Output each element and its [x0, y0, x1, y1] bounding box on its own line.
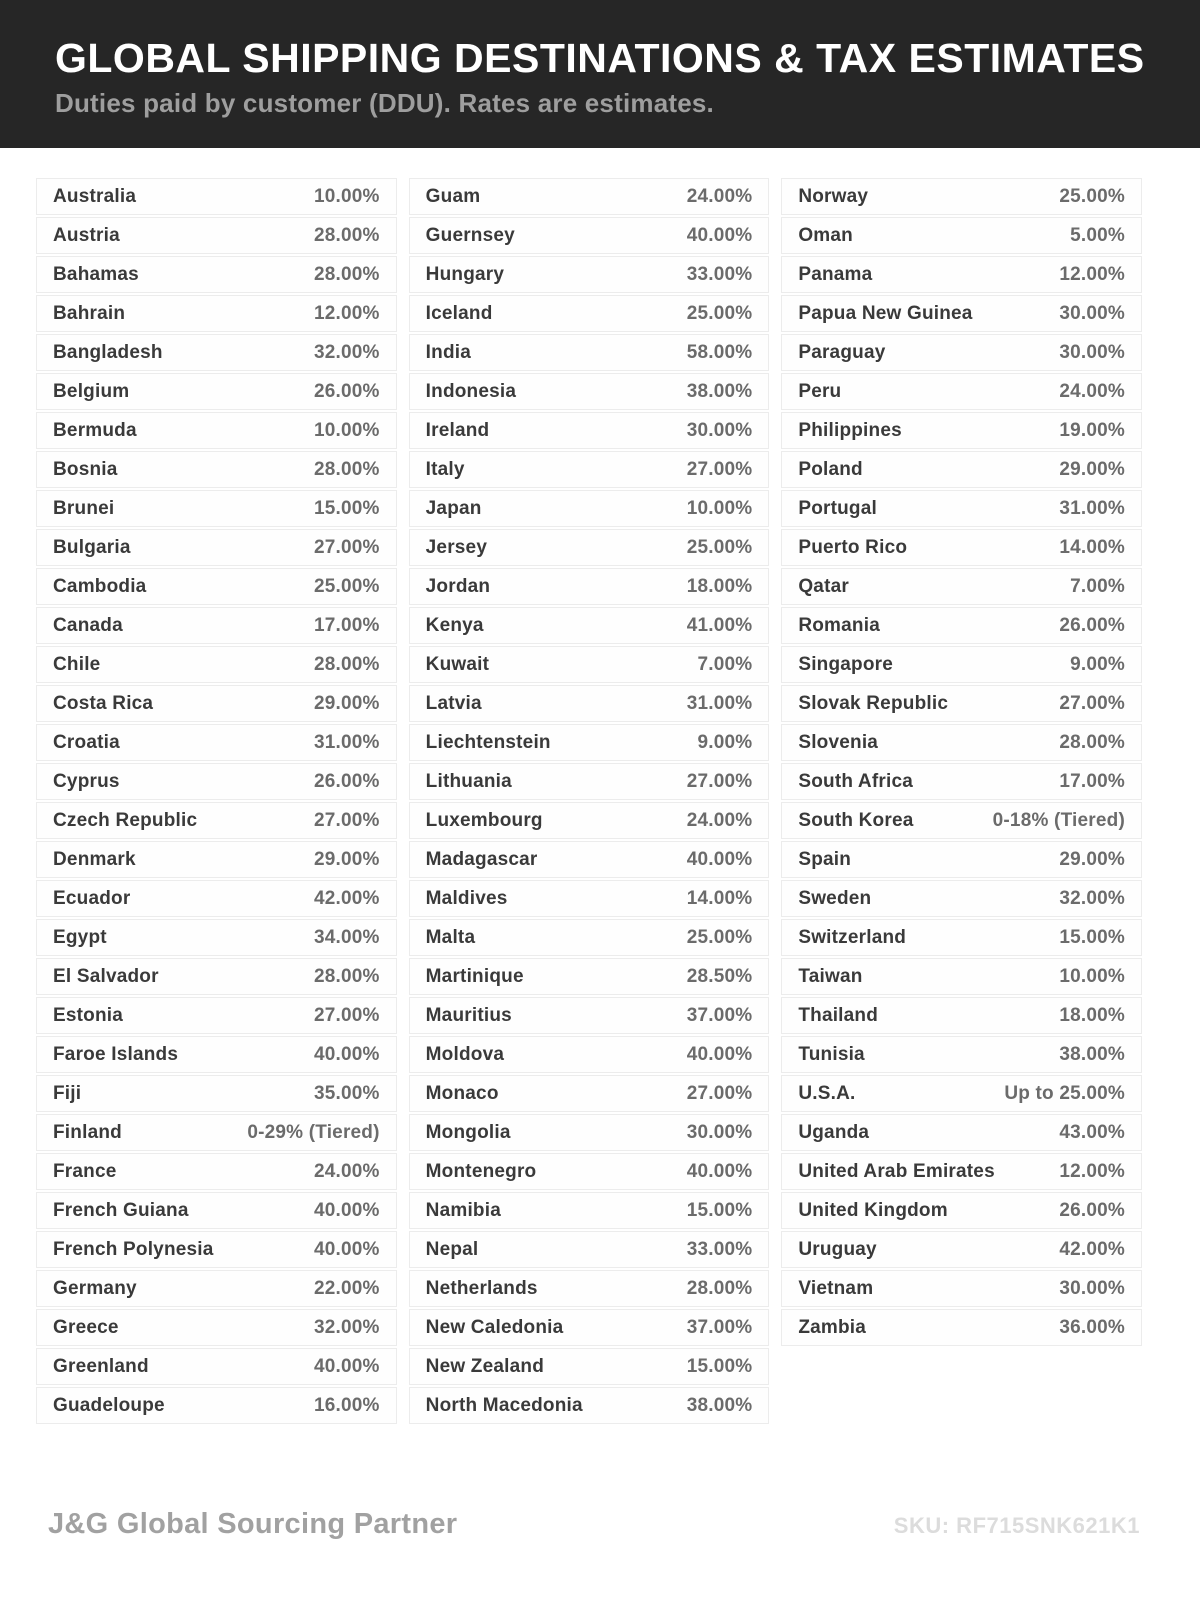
tax-rate: 40.00% [314, 1043, 380, 1065]
table-column-3 [781, 178, 1142, 1348]
country-name: Italy [425, 458, 465, 480]
tax-rate: 34.00% [314, 926, 380, 948]
country-name: New Caledonia [425, 1316, 564, 1338]
table-row [781, 1309, 1142, 1346]
country-name: Qatar [798, 575, 849, 597]
table-row [36, 490, 397, 527]
tax-rate: 33.00% [686, 263, 753, 285]
country-name: Estonia [53, 1004, 124, 1026]
country-name: Malta [425, 926, 476, 948]
country-name: Austria [53, 224, 120, 246]
country-name: Canada [53, 614, 123, 636]
country-name: Luxembourg [425, 809, 543, 831]
country-name: Finland [53, 1121, 122, 1143]
table-row [36, 529, 397, 566]
tax-rate: 25.00% [1059, 185, 1125, 207]
table-row [409, 763, 770, 800]
country-name: Thailand [798, 1004, 879, 1026]
tax-rate: 10.00% [1059, 965, 1125, 987]
table-row [409, 256, 770, 293]
table-row [36, 802, 397, 839]
table-row [409, 1348, 770, 1385]
table-row [781, 373, 1142, 410]
country-name: Kenya [425, 614, 484, 636]
table-row [781, 1270, 1142, 1307]
country-name: Lithuania [425, 770, 512, 792]
table-row [409, 802, 770, 839]
table-row [36, 568, 397, 605]
tax-rate: 38.00% [1059, 1043, 1125, 1065]
table-row [409, 334, 770, 371]
tax-rate: 9.00% [1070, 653, 1125, 675]
country-name: Czech Republic [53, 809, 198, 831]
country-name: Greenland [53, 1355, 149, 1377]
tax-rate: 12.00% [314, 302, 380, 324]
table-row [781, 1192, 1142, 1229]
table-row [36, 841, 397, 878]
tax-rate: 24.00% [686, 809, 753, 831]
tax-rate: 29.00% [1059, 458, 1125, 480]
country-name: Moldova [425, 1043, 505, 1065]
tax-rate: 33.00% [686, 1238, 753, 1260]
table-row [36, 958, 397, 995]
country-name: Australia [53, 185, 137, 207]
tax-rate: 12.00% [1059, 263, 1125, 285]
tax-rate: 40.00% [314, 1199, 380, 1221]
tax-rate: 26.00% [1059, 614, 1125, 636]
table-row [409, 997, 770, 1034]
country-name: Bermuda [53, 419, 137, 441]
table-row [781, 1036, 1142, 1073]
country-name: Germany [53, 1277, 137, 1299]
table-row [781, 919, 1142, 956]
table-row [409, 958, 770, 995]
table-row [409, 412, 770, 449]
tax-rate: 30.00% [1059, 341, 1125, 363]
tax-rate: 28.50% [686, 965, 753, 987]
country-name: French Polynesia [53, 1238, 214, 1260]
table-row [36, 1153, 397, 1190]
country-name: Ireland [425, 419, 490, 441]
tax-rate: 42.00% [1059, 1238, 1125, 1260]
country-name: South Korea [798, 809, 914, 831]
table-row [409, 880, 770, 917]
tax-rate: 30.00% [686, 1121, 753, 1143]
table-row [36, 1036, 397, 1073]
country-name: India [425, 341, 471, 363]
country-name: Ecuador [53, 887, 131, 909]
table-row [409, 568, 770, 605]
table-row [409, 1387, 770, 1424]
country-name: Madagascar [425, 848, 538, 870]
table-row [36, 1231, 397, 1268]
table-row [36, 295, 397, 332]
country-name: Latvia [425, 692, 482, 714]
tax-rate: 30.00% [1059, 1277, 1125, 1299]
tax-rate: 35.00% [314, 1082, 380, 1104]
table-row [781, 568, 1142, 605]
tax-rate: 31.00% [314, 731, 380, 753]
tax-rate: 14.00% [1059, 536, 1125, 558]
table-row [36, 685, 397, 722]
tax-rate: 40.00% [686, 1160, 753, 1182]
table-row [36, 646, 397, 683]
country-name: Poland [798, 458, 863, 480]
tax-rate: 25.00% [686, 536, 753, 558]
country-name: Maldives [425, 887, 508, 909]
country-name: Kuwait [425, 653, 490, 675]
table-row [36, 412, 397, 449]
table-row [409, 841, 770, 878]
header-banner [0, 0, 1200, 148]
table-row [36, 217, 397, 254]
table-row [409, 295, 770, 332]
table-row [409, 1309, 770, 1346]
country-name: Bulgaria [53, 536, 131, 558]
country-name: Namibia [425, 1199, 501, 1221]
table-row [36, 919, 397, 956]
table-row [781, 451, 1142, 488]
table-row [781, 646, 1142, 683]
tax-rate: 15.00% [686, 1355, 753, 1377]
tax-rate: 27.00% [1059, 692, 1125, 714]
table-row [409, 373, 770, 410]
tax-rate: 42.00% [314, 887, 380, 909]
table-row [36, 607, 397, 644]
table-row [781, 724, 1142, 761]
tax-rate: 37.00% [686, 1316, 753, 1338]
tax-rate: 15.00% [1059, 926, 1125, 948]
table-row [409, 685, 770, 722]
country-name: New Zealand [425, 1355, 544, 1377]
tax-rate: 26.00% [1059, 1199, 1125, 1221]
tax-rate-table [36, 178, 1142, 1426]
tax-rate: 30.00% [1059, 302, 1125, 324]
country-name: South Africa [798, 770, 913, 792]
country-name: El Salvador [53, 965, 159, 987]
table-row [409, 1270, 770, 1307]
tax-rate: 27.00% [314, 1004, 380, 1026]
table-row [409, 1192, 770, 1229]
tax-rate: 37.00% [686, 1004, 753, 1026]
table-column-2 [409, 178, 770, 1426]
tax-rate: 38.00% [686, 380, 753, 402]
table-row [781, 802, 1142, 839]
table-row [409, 529, 770, 566]
country-name: Cyprus [53, 770, 120, 792]
table-row [781, 841, 1142, 878]
country-name: Hungary [425, 263, 505, 285]
tax-rate: 10.00% [314, 185, 380, 207]
table-row [781, 1231, 1142, 1268]
table-row [781, 295, 1142, 332]
table-row [409, 646, 770, 683]
table-row [781, 490, 1142, 527]
tax-rate: 40.00% [686, 1043, 753, 1065]
country-name: Taiwan [798, 965, 863, 987]
tax-rate: 28.00% [314, 458, 380, 480]
tax-rate: 27.00% [686, 770, 753, 792]
country-name: North Macedonia [425, 1394, 583, 1416]
country-name: Philippines [798, 419, 902, 441]
table-row [36, 178, 397, 215]
country-name: Mongolia [425, 1121, 511, 1143]
tax-rate: 24.00% [314, 1160, 380, 1182]
tax-rate: 27.00% [686, 458, 753, 480]
country-name: Monaco [425, 1082, 499, 1104]
tax-rate: 32.00% [314, 341, 380, 363]
table-row [781, 607, 1142, 644]
brand-name: J&G Global Sourcing Partner [48, 1508, 458, 1540]
country-name: Fiji [53, 1082, 82, 1104]
table-row [781, 178, 1142, 215]
tax-rate: 7.00% [1070, 575, 1125, 597]
tax-rate: 29.00% [1059, 848, 1125, 870]
tax-rate: 0-18% (Tiered) [992, 809, 1125, 831]
tax-rate: 28.00% [314, 224, 380, 246]
tax-rate: 22.00% [314, 1277, 380, 1299]
country-name: Spain [798, 848, 852, 870]
tax-rate: 38.00% [686, 1394, 753, 1416]
tax-rate: 27.00% [686, 1082, 753, 1104]
country-name: Guernsey [425, 224, 515, 246]
sku-label: SKU: RF715SNK621K1 [893, 1513, 1140, 1538]
table-row [36, 997, 397, 1034]
tax-rate: 27.00% [314, 536, 380, 558]
tax-rate: 31.00% [686, 692, 753, 714]
table-row [409, 724, 770, 761]
tax-rate: 43.00% [1059, 1121, 1125, 1143]
country-name: Costa Rica [53, 692, 154, 714]
table-row [781, 412, 1142, 449]
tax-rate: 40.00% [314, 1238, 380, 1260]
tax-rate: 18.00% [1059, 1004, 1125, 1026]
page-subtitle: Duties paid by customer (DDU). Rates are estimates. [55, 88, 714, 119]
tax-rate: 27.00% [314, 809, 380, 831]
tax-rate: 29.00% [314, 848, 380, 870]
country-name: Denmark [53, 848, 136, 870]
table-row [36, 880, 397, 917]
country-name: Portugal [798, 497, 877, 519]
table-row [781, 958, 1142, 995]
table-row [36, 1114, 397, 1151]
tax-rate: 25.00% [686, 302, 753, 324]
table-row [409, 1036, 770, 1073]
tax-rate: 32.00% [314, 1316, 380, 1338]
tax-rate: 16.00% [314, 1394, 380, 1416]
country-name: Puerto Rico [798, 536, 908, 558]
table-row [36, 1192, 397, 1229]
country-name: Peru [798, 380, 842, 402]
table-row [781, 217, 1142, 254]
tax-rate: 26.00% [314, 770, 380, 792]
table-row [781, 256, 1142, 293]
tax-rate: 17.00% [314, 614, 380, 636]
tax-rate: 36.00% [1059, 1316, 1125, 1338]
country-name: United Kingdom [798, 1199, 948, 1221]
country-name: Papua New Guinea [798, 302, 973, 324]
country-name: Croatia [53, 731, 120, 753]
table-row [781, 685, 1142, 722]
table-row [36, 1348, 397, 1385]
country-name: Japan [425, 497, 482, 519]
tax-rate: 40.00% [686, 224, 753, 246]
country-name: Romania [798, 614, 880, 636]
country-name: Egypt [53, 926, 107, 948]
tax-rate: 32.00% [1059, 887, 1125, 909]
tax-rate: 17.00% [1059, 770, 1125, 792]
tax-rate: 29.00% [314, 692, 380, 714]
table-row [36, 1270, 397, 1307]
country-name: Sweden [798, 887, 872, 909]
table-row [781, 997, 1142, 1034]
table-row [409, 1114, 770, 1151]
table-row [36, 1075, 397, 1112]
country-name: Uruguay [798, 1238, 877, 1260]
country-name: Greece [53, 1316, 119, 1338]
country-name: Jersey [425, 536, 488, 558]
country-name: United Arab Emirates [798, 1160, 995, 1182]
country-name: Singapore [798, 653, 894, 675]
footer [48, 1508, 1140, 1541]
tax-rate: 15.00% [686, 1199, 753, 1221]
tax-rate: 9.00% [697, 731, 753, 753]
table-row [36, 724, 397, 761]
country-name: Paraguay [798, 341, 886, 363]
country-name: Cambodia [53, 575, 147, 597]
tax-rate: 25.00% [314, 575, 380, 597]
country-name: Bahrain [53, 302, 126, 324]
country-name: Brunei [53, 497, 115, 519]
tax-rate: 41.00% [686, 614, 753, 636]
table-row [781, 1153, 1142, 1190]
tax-rate: 30.00% [686, 419, 753, 441]
table-row [409, 217, 770, 254]
tax-rate: 12.00% [1059, 1160, 1125, 1182]
country-name: Belgium [53, 380, 130, 402]
table-row [781, 880, 1142, 917]
table-row [409, 1075, 770, 1112]
tax-rate: 7.00% [697, 653, 753, 675]
tax-rate: 19.00% [1059, 419, 1125, 441]
country-name: Zambia [798, 1316, 867, 1338]
country-name: U.S.A. [798, 1082, 856, 1104]
tax-rate: 18.00% [686, 575, 753, 597]
tax-rate: 14.00% [686, 887, 753, 909]
tax-rate: 24.00% [1059, 380, 1125, 402]
table-row [781, 1114, 1142, 1151]
table-row [36, 256, 397, 293]
table-row [409, 1231, 770, 1268]
country-name: Iceland [425, 302, 493, 324]
country-name: Slovak Republic [798, 692, 949, 714]
country-name: Tunisia [798, 1043, 865, 1065]
tax-rate: 40.00% [686, 848, 753, 870]
country-name: Liechtenstein [425, 731, 551, 753]
country-name: Guadeloupe [53, 1394, 165, 1416]
tax-rate: 28.00% [686, 1277, 753, 1299]
country-name: Mauritius [425, 1004, 512, 1026]
table-row [36, 451, 397, 488]
table-row [781, 1075, 1142, 1112]
table-row [781, 334, 1142, 371]
tax-rate: Up to 25.00% [1004, 1082, 1125, 1104]
page-title: GLOBAL SHIPPING DESTINATIONS & TAX ESTIMATES [55, 35, 1145, 81]
tax-rate: 28.00% [1059, 731, 1125, 753]
tax-rate: 28.00% [314, 965, 380, 987]
table-row [36, 763, 397, 800]
tax-rate: 40.00% [314, 1355, 380, 1377]
tax-rate: 28.00% [314, 263, 380, 285]
country-name: Chile [53, 653, 101, 675]
tax-rate: 28.00% [314, 653, 380, 675]
table-row [781, 763, 1142, 800]
country-name: Martinique [425, 965, 524, 987]
table-row [36, 373, 397, 410]
table-column-1 [36, 178, 397, 1426]
country-name: Jordan [425, 575, 491, 597]
country-name: Guam [425, 185, 481, 207]
country-name: Panama [798, 263, 873, 285]
tax-rate: 24.00% [686, 185, 753, 207]
country-name: France [53, 1160, 117, 1182]
table-row [781, 529, 1142, 566]
table-row [409, 1153, 770, 1190]
country-name: Bahamas [53, 263, 139, 285]
country-name: Nepal [425, 1238, 479, 1260]
table-row [409, 607, 770, 644]
country-name: Oman [798, 224, 853, 246]
country-name: Montenegro [425, 1160, 537, 1182]
tax-rate: 25.00% [686, 926, 753, 948]
table-row [409, 451, 770, 488]
tax-rate: 31.00% [1059, 497, 1125, 519]
table-row [36, 334, 397, 371]
country-name: Netherlands [425, 1277, 538, 1299]
country-name: Switzerland [798, 926, 907, 948]
table-row [36, 1309, 397, 1346]
tax-rate: 0-29% (Tiered) [247, 1121, 380, 1143]
tax-rate: 58.00% [686, 341, 753, 363]
country-name: Faroe Islands [53, 1043, 179, 1065]
tax-rate: 15.00% [314, 497, 380, 519]
tax-rate: 10.00% [314, 419, 380, 441]
country-name: Bangladesh [53, 341, 163, 363]
tax-rate: 26.00% [314, 380, 380, 402]
country-name: Indonesia [425, 380, 517, 402]
table-row [409, 490, 770, 527]
table-row [36, 1387, 397, 1424]
tax-rate: 5.00% [1070, 224, 1125, 246]
country-name: French Guiana [53, 1199, 189, 1221]
table-row [409, 919, 770, 956]
country-name: Vietnam [798, 1277, 874, 1299]
country-name: Bosnia [53, 458, 118, 480]
country-name: Uganda [798, 1121, 870, 1143]
tax-rate: 10.00% [686, 497, 753, 519]
country-name: Slovenia [798, 731, 879, 753]
country-name: Norway [798, 185, 869, 207]
table-row [409, 178, 770, 215]
